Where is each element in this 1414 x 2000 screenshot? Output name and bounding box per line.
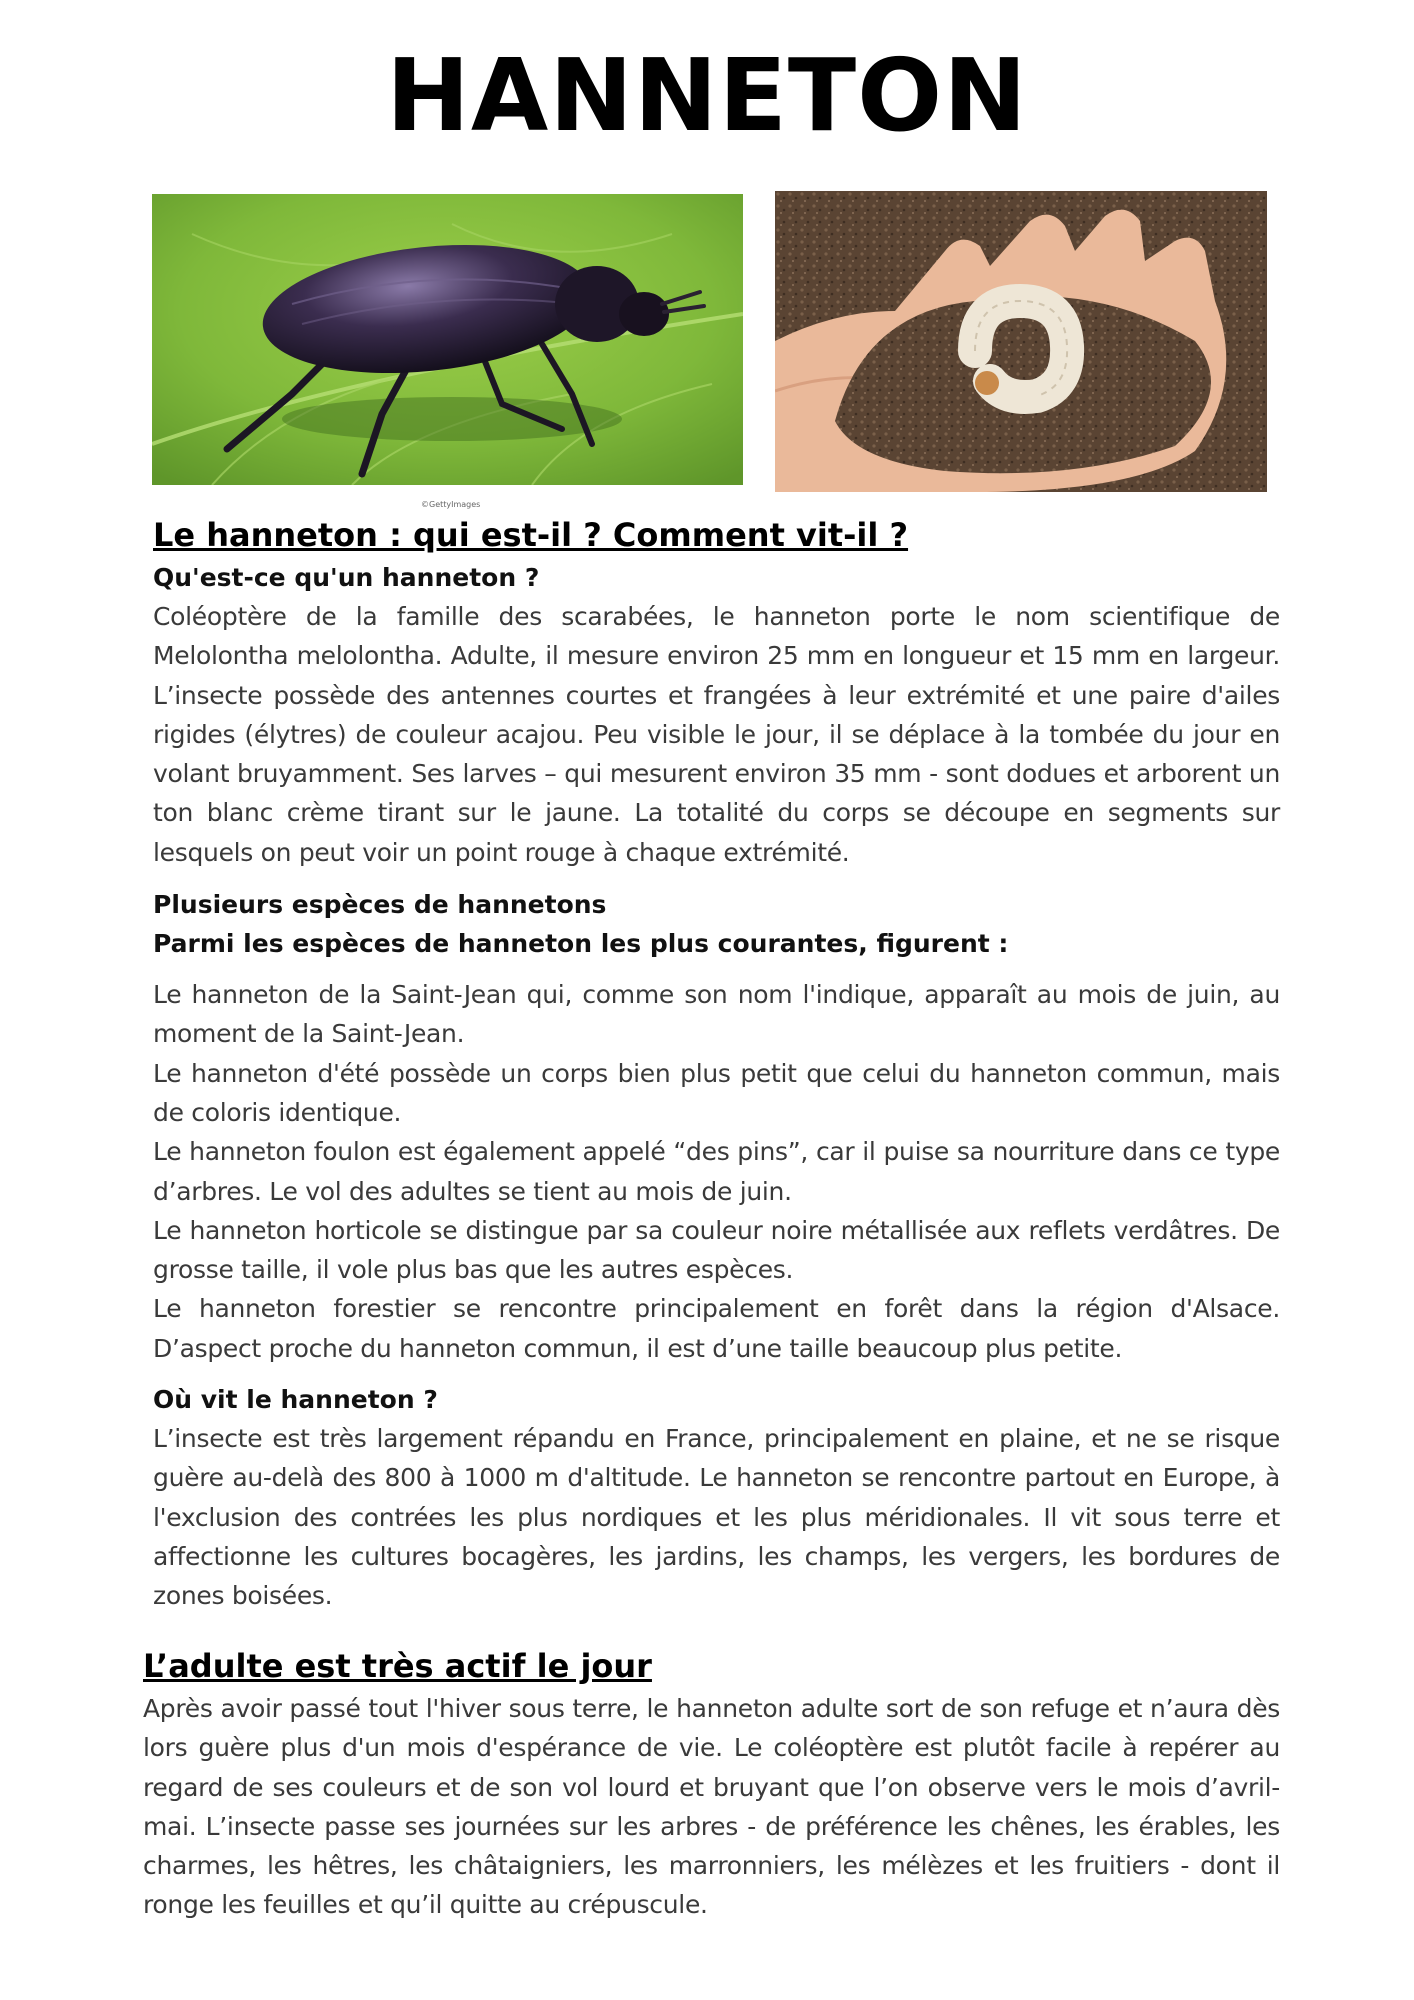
section-2 <box>143 1643 1280 1925</box>
photo-credit: ©GettyImages <box>421 500 481 509</box>
paragraph-adult: Après avoir passé tout l'hiver sous terre, le hanneton adulte sort de son refuge et n’aura dès lors guère plus d'un mois d'espérance de vie. Le coléoptère est plutôt facile à repérer au regard de ses couleurs et de son vol lourd et bruyant que l’on observe vers le mois d’avril-mai. L’insecte passe ses journées sur les arbres - de préférence les chênes, les érables, les charmes, les hêtres, les châtaigniers, les marronniers, les mélèzes et les fruitiers - dont il ronge les feuilles et qu’il quitte au crépuscule. <box>143 1694 1280 1920</box>
section-1 <box>153 512 1280 1616</box>
species-item: Le hanneton forestier se rencontre principalement en forêt dans la région d'Alsace. D’aspect proche du hanneton commun, il est d’une taille beaucoup plus petite. <box>153 1294 1280 1363</box>
section-heading: Le hanneton : qui est-il ? Comment vit-il ? <box>153 516 909 554</box>
species-item: Le hanneton foulon est également appelé “des pins”, car il puise sa nourriture dans ce type d’arbres. Le vol des adultes se tient au mois de juin. <box>153 1137 1280 1206</box>
page-title: HANNETON <box>386 37 1028 154</box>
larva-photo <box>775 191 1267 492</box>
paragraph-habitat: L’insecte est très largement répandu en France, principalement en plaine, et ne se risque guère au-delà des 800 à 1000 m d'altitude. Le hanneton se rencontre partout en Europe, à l'exclusion des contrées les plus nordiques et les plus méridionales. Il vit sous terre et affectionne les cultures bocagères, les jardins, les champs, les vergers, les bordures de zones boisées. <box>153 1424 1280 1611</box>
species-item: Le hanneton d'été possède un corps bien plus petit que celui du hanneton commun, mais de coloris identique. <box>153 1058 1280 1127</box>
beetle-photo <box>152 194 743 485</box>
subheading-what-is: Qu'est-ce qu'un hanneton ? <box>153 563 540 592</box>
subheading-species-intro: Parmi les espèces de hanneton les plus courantes, figurent : <box>153 929 1009 959</box>
species-item: Le hanneton de la Saint-Jean qui, comme son nom l'indique, apparaît au mois de juin, au moment de la Saint-Jean. <box>153 980 1280 1049</box>
subheading-species: Plusieurs espèces de hannetons <box>153 890 607 920</box>
species-item: Le hanneton horticole se distingue par sa couleur noire métallisée aux reflets verdâtres. De grosse taille, il vole plus bas que les autres espèces. <box>153 1215 1280 1285</box>
larva-illustration <box>775 191 1267 492</box>
paragraph-description: Coléoptère de la famille des scarabées, le hanneton porte le nom scientifique de Melolontha melolontha. Adulte, il mesure environ 25 mm en longueur et 15 mm en largeur. L’insecte possède des antennes courtes et frangées à leur extrémité et une paire d'ailes rigides (élytres) de couleur acajou. Peu visible le jour, il se déplace à la tombée du jour en volant bruyamment. Ses larves – qui mesurent environ 35 mm - sont dodues et arborent un ton blanc crème tirant sur le jaune. La totalité du corps se découpe en segments sur lesquels on peut voir un point rouge à chaque extrémité. <box>153 602 1280 867</box>
beetle-illustration <box>152 194 743 485</box>
subheading-habitat: Où vit le hanneton ? <box>153 1385 438 1415</box>
section-heading-adult: L’adulte est très actif le jour <box>143 1647 652 1685</box>
